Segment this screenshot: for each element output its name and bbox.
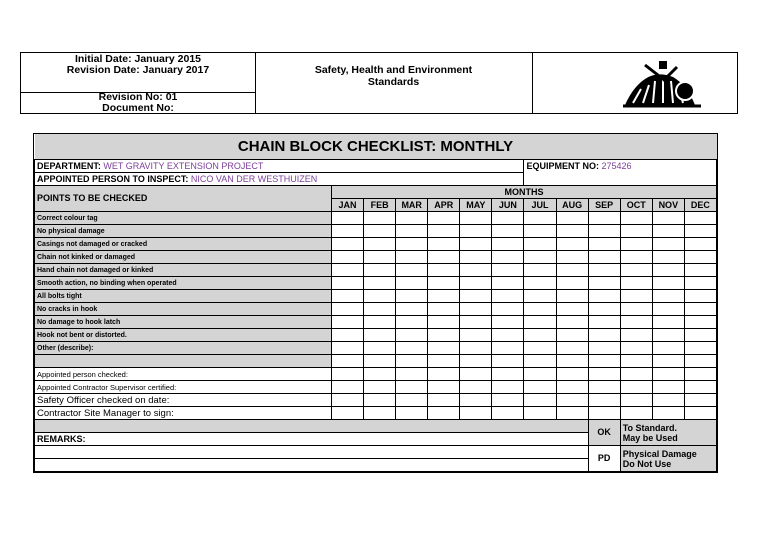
- check-cell[interactable]: [396, 381, 428, 394]
- row-label: All bolts tight: [35, 290, 332, 303]
- check-cell[interactable]: [492, 368, 524, 381]
- checklist-title: CHAIN BLOCK CHECKLIST: MONTHLY: [35, 134, 717, 160]
- check-cell[interactable]: [588, 290, 620, 303]
- month-header: MAY: [460, 199, 492, 212]
- check-cell[interactable]: [652, 290, 684, 303]
- standards-line-1: Safety, Health and Environment: [314, 64, 473, 76]
- standards-title: [255, 53, 533, 113]
- check-cell[interactable]: [620, 303, 652, 316]
- revision-date: Revision Date: January 2017: [66, 64, 210, 76]
- check-cell[interactable]: [652, 394, 684, 407]
- check-cell[interactable]: [620, 329, 652, 342]
- check-cell[interactable]: [460, 329, 492, 342]
- check-cell[interactable]: [396, 225, 428, 238]
- check-cell[interactable]: [492, 329, 524, 342]
- check-cell[interactable]: [364, 342, 396, 355]
- check-cell[interactable]: [396, 355, 428, 368]
- check-cell[interactable]: [620, 368, 652, 381]
- equipment-field[interactable]: [524, 160, 717, 173]
- check-cell[interactable]: [364, 277, 396, 290]
- check-cell[interactable]: [684, 264, 716, 277]
- check-cell[interactable]: [332, 355, 364, 368]
- check-cell[interactable]: [652, 381, 684, 394]
- row-label: Appointed person checked:: [35, 368, 332, 381]
- check-cell[interactable]: [588, 342, 620, 355]
- check-cell[interactable]: [460, 264, 492, 277]
- check-cell[interactable]: [428, 355, 460, 368]
- check-cell[interactable]: [684, 407, 716, 420]
- check-cell[interactable]: [364, 290, 396, 303]
- chain-block-checklist: [33, 133, 718, 473]
- check-cell[interactable]: [428, 225, 460, 238]
- row-label: No physical damage: [35, 225, 332, 238]
- check-cell[interactable]: [460, 212, 492, 225]
- check-cell[interactable]: [652, 264, 684, 277]
- check-cell[interactable]: [652, 238, 684, 251]
- check-cell[interactable]: [524, 225, 556, 238]
- month-header: OCT: [620, 199, 652, 212]
- department-field[interactable]: [35, 160, 524, 173]
- check-cell[interactable]: [652, 407, 684, 420]
- check-cell[interactable]: [364, 238, 396, 251]
- remarks-spacer: [35, 420, 589, 433]
- check-cell[interactable]: [364, 368, 396, 381]
- check-cell[interactable]: [396, 329, 428, 342]
- check-cell[interactable]: [460, 290, 492, 303]
- row-label: Casings not damaged or cracked: [35, 238, 332, 251]
- check-cell[interactable]: [364, 303, 396, 316]
- check-cell[interactable]: [556, 264, 588, 277]
- check-cell[interactable]: [460, 368, 492, 381]
- check-cell[interactable]: [428, 212, 460, 225]
- check-cell[interactable]: [588, 225, 620, 238]
- check-cell[interactable]: [460, 407, 492, 420]
- check-cell[interactable]: [652, 303, 684, 316]
- check-cell[interactable]: [652, 329, 684, 342]
- check-cell[interactable]: [428, 316, 460, 329]
- row-label: Hand chain not damaged or kinked: [35, 264, 332, 277]
- check-cell[interactable]: [556, 394, 588, 407]
- month-header: SEP: [588, 199, 620, 212]
- check-cell[interactable]: [460, 394, 492, 407]
- check-cell[interactable]: [396, 407, 428, 420]
- check-cell[interactable]: [332, 251, 364, 264]
- check-cell[interactable]: [588, 212, 620, 225]
- check-cell[interactable]: [332, 329, 364, 342]
- check-cell[interactable]: [364, 225, 396, 238]
- check-cell[interactable]: [684, 368, 716, 381]
- check-cell[interactable]: [684, 277, 716, 290]
- check-cell[interactable]: [620, 238, 652, 251]
- check-cell[interactable]: [428, 329, 460, 342]
- standards-line-2: Standards: [367, 76, 420, 88]
- check-cell[interactable]: [332, 316, 364, 329]
- check-cell[interactable]: [492, 381, 524, 394]
- check-cell[interactable]: [332, 303, 364, 316]
- check-cell[interactable]: [364, 329, 396, 342]
- checklist-row: [35, 342, 717, 355]
- check-cell[interactable]: [620, 277, 652, 290]
- check-cell[interactable]: [332, 407, 364, 420]
- check-cell[interactable]: [492, 264, 524, 277]
- points-label: POINTS TO BE CHECKED: [35, 186, 332, 212]
- check-cell[interactable]: [332, 277, 364, 290]
- department-label: DEPARTMENT:: [37, 160, 101, 171]
- checklist-row: [35, 277, 717, 290]
- check-cell[interactable]: [620, 316, 652, 329]
- check-cell[interactable]: [460, 355, 492, 368]
- check-cell[interactable]: [556, 251, 588, 264]
- check-cell[interactable]: [524, 355, 556, 368]
- check-cell[interactable]: [428, 407, 460, 420]
- months-label: MONTHS: [332, 186, 717, 199]
- ok-description: [620, 420, 716, 446]
- row-label: Correct colour tag: [35, 212, 332, 225]
- check-cell[interactable]: [524, 329, 556, 342]
- check-cell[interactable]: [556, 303, 588, 316]
- check-cell[interactable]: [524, 394, 556, 407]
- check-cell[interactable]: [556, 238, 588, 251]
- ok-desc-line-2: May be Used: [622, 432, 678, 443]
- check-cell[interactable]: [556, 342, 588, 355]
- check-cell[interactable]: [364, 355, 396, 368]
- check-cell[interactable]: [396, 251, 428, 264]
- check-cell[interactable]: [588, 277, 620, 290]
- row-label: Hook not bent or distorted.: [35, 329, 332, 342]
- check-cell[interactable]: [364, 407, 396, 420]
- month-header: NOV: [652, 199, 684, 212]
- check-cell[interactable]: [588, 251, 620, 264]
- document-header: [20, 52, 738, 114]
- check-cell[interactable]: [652, 225, 684, 238]
- check-cell[interactable]: [492, 303, 524, 316]
- check-cell[interactable]: [492, 251, 524, 264]
- check-cell[interactable]: [620, 355, 652, 368]
- check-cell[interactable]: [460, 381, 492, 394]
- check-cell[interactable]: [492, 277, 524, 290]
- check-cell[interactable]: [620, 264, 652, 277]
- check-cell[interactable]: [364, 316, 396, 329]
- check-cell[interactable]: [556, 381, 588, 394]
- inspector-label: APPOINTED PERSON TO INSPECT:: [37, 173, 189, 184]
- check-cell[interactable]: [556, 277, 588, 290]
- check-cell[interactable]: [492, 407, 524, 420]
- signoff-row: [35, 368, 717, 381]
- check-cell[interactable]: [524, 277, 556, 290]
- check-cell[interactable]: [652, 277, 684, 290]
- check-cell[interactable]: [428, 277, 460, 290]
- check-cell[interactable]: [588, 264, 620, 277]
- month-header: APR: [428, 199, 460, 212]
- check-cell[interactable]: [460, 238, 492, 251]
- check-cell[interactable]: [460, 277, 492, 290]
- check-cell[interactable]: [396, 368, 428, 381]
- check-cell[interactable]: [460, 316, 492, 329]
- check-cell[interactable]: [428, 290, 460, 303]
- pd-desc-line-2: Do Not Use: [622, 458, 672, 469]
- check-cell[interactable]: [524, 264, 556, 277]
- check-cell[interactable]: [620, 212, 652, 225]
- check-cell[interactable]: [556, 316, 588, 329]
- month-header: AUG: [556, 199, 588, 212]
- check-cell[interactable]: [684, 212, 716, 225]
- check-cell[interactable]: [556, 212, 588, 225]
- check-cell[interactable]: [332, 238, 364, 251]
- checklist-row-blank: [35, 355, 717, 368]
- initial-date: Initial Date: January 2015: [74, 53, 202, 65]
- row-label: [35, 355, 332, 368]
- check-cell[interactable]: [556, 355, 588, 368]
- check-cell[interactable]: [524, 238, 556, 251]
- check-cell[interactable]: [684, 225, 716, 238]
- check-cell[interactable]: [492, 290, 524, 303]
- month-header: FEB: [364, 199, 396, 212]
- signoff-row: [35, 407, 717, 420]
- check-cell[interactable]: [556, 290, 588, 303]
- check-cell[interactable]: [492, 316, 524, 329]
- check-cell[interactable]: [428, 251, 460, 264]
- check-cell[interactable]: [684, 303, 716, 316]
- check-cell[interactable]: [588, 394, 620, 407]
- check-cell[interactable]: [588, 381, 620, 394]
- check-cell[interactable]: [460, 225, 492, 238]
- check-cell[interactable]: [492, 212, 524, 225]
- row-label: Chain not kinked or damaged: [35, 251, 332, 264]
- remarks-line-2[interactable]: [35, 459, 589, 472]
- check-cell[interactable]: [524, 316, 556, 329]
- check-cell[interactable]: [396, 238, 428, 251]
- check-cell[interactable]: [428, 303, 460, 316]
- month-header: MAR: [396, 199, 428, 212]
- check-cell[interactable]: [332, 381, 364, 394]
- check-cell[interactable]: [460, 342, 492, 355]
- row-label: No damage to hook latch: [35, 316, 332, 329]
- check-cell[interactable]: [396, 394, 428, 407]
- check-cell[interactable]: [332, 368, 364, 381]
- checklist-row: [35, 329, 717, 342]
- check-cell[interactable]: [652, 251, 684, 264]
- checklist-row: [35, 238, 717, 251]
- company-logo-icon: [623, 59, 701, 109]
- check-cell[interactable]: [396, 342, 428, 355]
- document-no: Document No:: [102, 102, 174, 114]
- check-cell[interactable]: [364, 212, 396, 225]
- ok-desc-line-1: To Standard.: [622, 422, 678, 433]
- check-cell[interactable]: [428, 238, 460, 251]
- checklist-row: [35, 290, 717, 303]
- check-cell[interactable]: [332, 225, 364, 238]
- equipment-blank: [524, 173, 717, 186]
- check-cell[interactable]: [364, 264, 396, 277]
- check-cell[interactable]: [684, 394, 716, 407]
- check-cell[interactable]: [524, 290, 556, 303]
- revision-no: Revision No: 01: [98, 91, 178, 103]
- pd-description: [620, 446, 716, 472]
- checklist-row: [35, 303, 717, 316]
- check-cell[interactable]: [588, 238, 620, 251]
- check-cell[interactable]: [428, 394, 460, 407]
- check-cell[interactable]: [588, 368, 620, 381]
- check-cell[interactable]: [396, 212, 428, 225]
- check-cell[interactable]: [684, 238, 716, 251]
- check-cell[interactable]: [684, 342, 716, 355]
- check-cell[interactable]: [556, 407, 588, 420]
- check-cell[interactable]: [684, 329, 716, 342]
- check-cell[interactable]: [620, 407, 652, 420]
- remarks-label: REMARKS:: [35, 433, 589, 446]
- check-cell[interactable]: [684, 381, 716, 394]
- inspector-value: NICO VAN DER WESTHUIZEN: [190, 173, 318, 184]
- logo-cell: [533, 53, 737, 113]
- inspector-field[interactable]: [35, 173, 524, 186]
- check-cell[interactable]: [524, 303, 556, 316]
- department-value: WET GRAVITY EXTENSION PROJECT: [103, 160, 264, 171]
- check-cell[interactable]: [652, 355, 684, 368]
- check-cell[interactable]: [620, 251, 652, 264]
- check-cell[interactable]: [684, 251, 716, 264]
- month-header: DEC: [684, 199, 716, 212]
- remarks-line-1[interactable]: [35, 446, 589, 459]
- check-cell[interactable]: [524, 251, 556, 264]
- checklist-row: [35, 264, 717, 277]
- check-cell[interactable]: [684, 290, 716, 303]
- check-cell[interactable]: [492, 355, 524, 368]
- check-cell[interactable]: [588, 316, 620, 329]
- check-cell[interactable]: [364, 381, 396, 394]
- check-cell[interactable]: [428, 381, 460, 394]
- checklist-row: [35, 225, 717, 238]
- month-header: JUN: [492, 199, 524, 212]
- ok-code: OK: [588, 420, 620, 446]
- pd-desc-line-1: Physical Damage: [622, 448, 697, 459]
- check-cell[interactable]: [524, 407, 556, 420]
- check-cell[interactable]: [492, 394, 524, 407]
- row-label: Smooth action, no binding when operated: [35, 277, 332, 290]
- check-cell[interactable]: [396, 264, 428, 277]
- check-cell[interactable]: [364, 251, 396, 264]
- row-label: Appointed Contractor Supervisor certified:: [35, 381, 332, 394]
- revision-info: [21, 53, 256, 113]
- check-cell[interactable]: [492, 238, 524, 251]
- row-label: Contractor Site Manager to sign:: [35, 407, 332, 420]
- check-cell[interactable]: [684, 316, 716, 329]
- check-cell[interactable]: [556, 329, 588, 342]
- check-cell[interactable]: [652, 368, 684, 381]
- check-cell[interactable]: [460, 303, 492, 316]
- check-cell[interactable]: [396, 316, 428, 329]
- check-cell[interactable]: [332, 212, 364, 225]
- check-cell[interactable]: [556, 225, 588, 238]
- signoff-row: [35, 381, 717, 394]
- month-header: JAN: [332, 199, 364, 212]
- check-cell[interactable]: [332, 264, 364, 277]
- row-label: Safety Officer checked on date:: [35, 394, 332, 407]
- row-label: No cracks in hook: [35, 303, 332, 316]
- check-cell[interactable]: [492, 342, 524, 355]
- checklist-row: [35, 316, 717, 329]
- checklist-row: [35, 212, 717, 225]
- check-cell[interactable]: [588, 355, 620, 368]
- check-cell[interactable]: [524, 342, 556, 355]
- check-cell[interactable]: [364, 394, 396, 407]
- pd-code: PD: [588, 446, 620, 472]
- signoff-row: [35, 394, 717, 407]
- check-cell[interactable]: [620, 394, 652, 407]
- check-cell[interactable]: [620, 225, 652, 238]
- check-cell[interactable]: [652, 342, 684, 355]
- check-cell[interactable]: [460, 251, 492, 264]
- check-cell[interactable]: [524, 368, 556, 381]
- check-cell[interactable]: [620, 381, 652, 394]
- equipment-value: 275426: [601, 160, 632, 171]
- check-cell[interactable]: [524, 381, 556, 394]
- check-cell[interactable]: [620, 342, 652, 355]
- row-label: Other (describe):: [35, 342, 332, 355]
- check-cell[interactable]: [428, 342, 460, 355]
- check-cell[interactable]: [396, 303, 428, 316]
- check-cell[interactable]: [588, 329, 620, 342]
- check-cell[interactable]: [652, 212, 684, 225]
- checklist-row: [35, 251, 717, 264]
- check-cell[interactable]: [588, 303, 620, 316]
- check-cell[interactable]: [652, 316, 684, 329]
- check-cell[interactable]: [684, 355, 716, 368]
- check-cell[interactable]: [396, 290, 428, 303]
- check-cell[interactable]: [428, 264, 460, 277]
- check-cell[interactable]: [332, 342, 364, 355]
- check-cell[interactable]: [620, 290, 652, 303]
- check-cell[interactable]: [396, 277, 428, 290]
- check-cell[interactable]: [492, 225, 524, 238]
- check-cell[interactable]: [588, 407, 620, 420]
- check-cell[interactable]: [556, 368, 588, 381]
- check-cell[interactable]: [428, 368, 460, 381]
- month-header: JUL: [524, 199, 556, 212]
- equipment-label: EQUIPMENT NO:: [526, 160, 599, 171]
- check-cell[interactable]: [332, 290, 364, 303]
- check-cell[interactable]: [332, 394, 364, 407]
- checklist-table: [34, 134, 717, 472]
- check-cell[interactable]: [524, 212, 556, 225]
